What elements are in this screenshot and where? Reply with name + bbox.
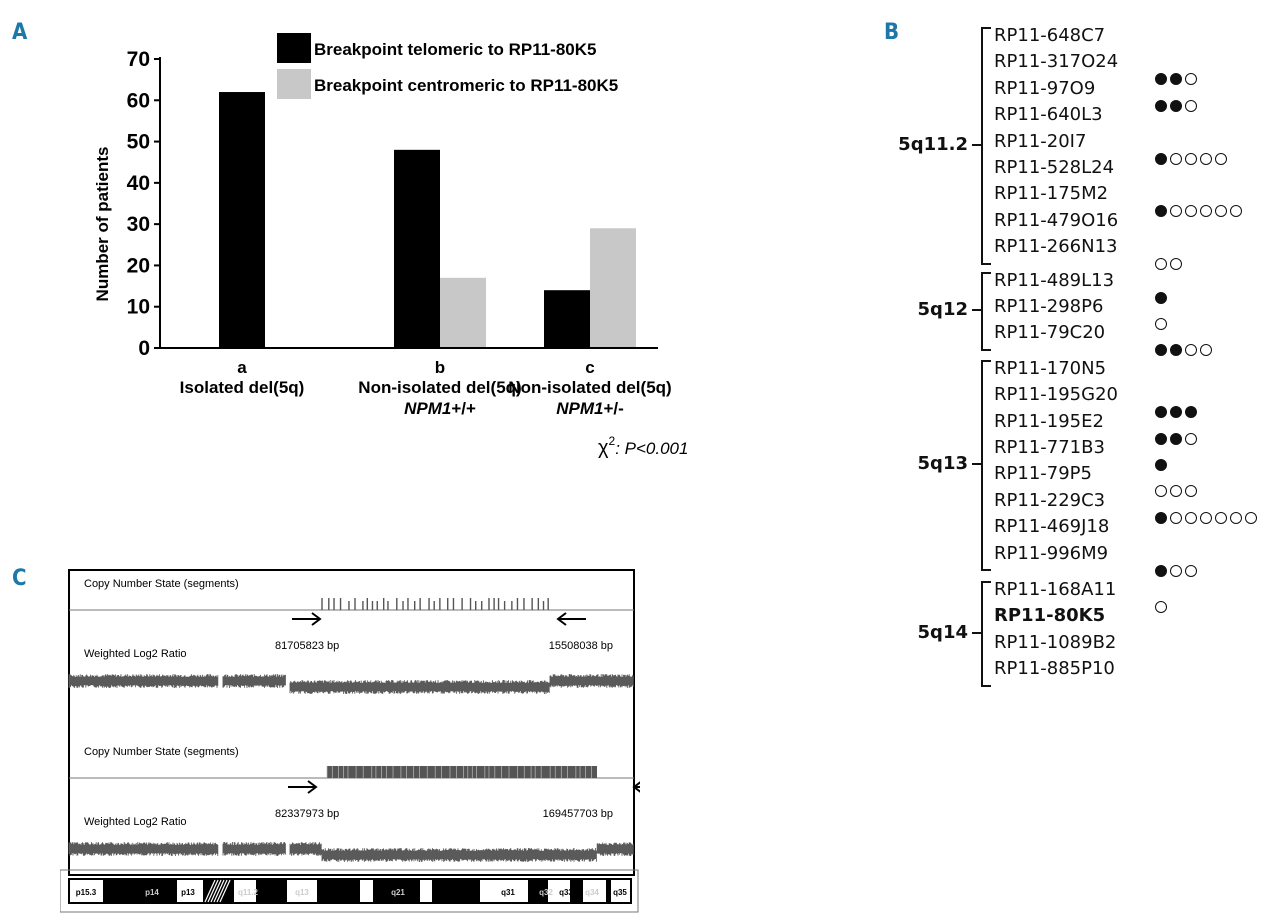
band-bracket [981,581,991,687]
clone-label: RP11-1089B2 [994,631,1117,653]
patient-dots [1155,433,1197,445]
clone-label: RP11-168A11 [994,579,1117,600]
filled-dot [1155,153,1167,165]
category-label: Non-isolated del(5q) [358,378,522,397]
open-dot [1185,153,1197,165]
filled-dot [1155,459,1167,471]
cn-segment-block [327,766,597,778]
filled-dot [1155,512,1167,524]
filled-dot [1155,406,1167,418]
ideogram-band-label: p15.3 [75,888,97,897]
clone-label: RP11-195G20 [994,384,1118,406]
patient-dots [1155,318,1167,330]
ideogram-band-label: p13 [181,888,195,897]
filled-dot [1170,406,1182,418]
category-letter: b [434,358,446,377]
filled-dot [1155,73,1167,85]
category-letter: c [585,358,595,377]
y-tick-label: 60 [126,89,150,113]
copy-number-label: Copy Number State (segments) [84,746,239,758]
category-label: Isolated del(5q) [179,378,305,397]
log2-ratio-trace [69,674,218,688]
band-bracket [981,360,991,571]
clone-label: RP11-170N5 [994,357,1107,379]
panel-a-letter: A [12,20,28,45]
copy-number-label: Copy Number State (segments) [84,578,239,590]
clone-label: RP11-469J18 [994,516,1110,538]
filled-dot [1155,292,1167,304]
ideogram-band-label: q14 [335,888,349,897]
patient-dots [1155,459,1167,471]
ideogram-band-label: q23 [451,888,465,897]
legend-label: Breakpoint telomeric to RP11-80K5 [314,40,597,59]
log2-ratio-label: Weighted Log2 Ratio [84,816,187,828]
filled-dot [1155,433,1167,445]
y-tick-label: 20 [126,254,150,278]
category-sublabel: NPM1+/+ [404,399,476,418]
ideogram-band [360,880,373,902]
open-dot [1170,153,1182,165]
clone-label: RP11-195E2 [994,410,1104,432]
clone-label: RP11-97O9 [994,77,1096,99]
open-dot [1170,205,1182,217]
filled-dot [1155,205,1167,217]
open-dot [1185,485,1197,497]
panel-c-letter: C [12,566,27,591]
patient-dots [1155,205,1242,217]
category-letter: a [237,358,247,377]
y-tick-label: 40 [126,171,150,195]
clone-label: RP11-79P5 [994,463,1092,485]
open-dot [1155,318,1167,330]
filled-dot [1185,406,1197,418]
y-tick-label: 0 [138,337,150,360]
clone-label: RP11-20I7 [994,130,1087,152]
clone-label: RP11-229C3 [994,489,1106,511]
patient-dots [1155,258,1182,270]
legend-label: Breakpoint centromeric to RP11-80K5 [314,76,619,95]
y-tick-label: 50 [126,130,150,154]
y-tick-label: 10 [126,295,150,319]
ideogram-band-label: q34 [585,888,599,897]
open-dot [1170,512,1182,524]
clone-label: RP11-489L13 [994,269,1115,291]
category-sublabel: NPM1+/- [556,399,624,418]
open-dot [1185,433,1197,445]
open-dot [1185,512,1197,524]
filled-dot [1170,73,1182,85]
open-dot [1230,205,1242,217]
right-breakpoint-bp: 15508038 bp [548,640,613,652]
filled-dot [1170,100,1182,112]
log2-ratio-label: Weighted Log2 Ratio [84,648,187,660]
copy-number-plot [60,565,640,915]
category-label: Non-isolated del(5q) [508,378,672,397]
clone-label: RP11-298P6 [994,296,1104,317]
band-bracket [981,272,991,351]
open-dot [1200,344,1212,356]
band-tick [972,309,982,311]
patient-dots [1155,73,1197,85]
open-dot [1170,258,1182,270]
filled-dot [1155,100,1167,112]
y-axis-label: Number of patients [93,146,112,302]
band-label: 5q13 [917,453,968,475]
clone-label: RP11-79C20 [994,322,1106,344]
patient-dots [1155,565,1197,577]
clone-label: RP11-479O16 [994,209,1119,231]
band-bracket [981,27,991,265]
clone-label: RP11-640L3 [994,104,1103,126]
ideogram-band-label: q33 [559,888,573,897]
log2-ratio-trace [223,674,285,688]
open-dot [1185,73,1197,85]
clone-label: RP11-885P10 [994,658,1115,680]
log2-ratio-trace [290,674,633,694]
open-dot [1170,565,1182,577]
log2-ratio-trace [69,842,218,856]
open-dot [1185,344,1197,356]
clone-label: RP11-317O24 [994,51,1119,73]
filled-dot [1155,344,1167,356]
patient-dots [1155,100,1197,112]
open-dot [1230,512,1242,524]
ideogram-band-label: q11.2 [237,888,259,897]
right-breakpoint-bp: 169457703 bp [542,808,613,820]
filled-dot [1170,433,1182,445]
open-dot [1155,258,1167,270]
clone-label: RP11-648C7 [994,25,1106,46]
open-dot [1185,205,1197,217]
ideogram-band-label: q35 [613,888,627,897]
open-dot [1215,512,1227,524]
patient-dots [1155,406,1197,418]
ideogram-band [420,880,432,902]
filled-dot [1170,344,1182,356]
ideogram-band-label: q21 [391,888,405,897]
y-tick-label: 30 [126,213,150,237]
clone-label: RP11-175M2 [994,183,1109,205]
log2-ratio-trace [223,842,285,856]
patient-dots [1155,292,1167,304]
open-dot [1200,153,1212,165]
log2-ratio-trace [290,842,633,862]
patient-dots [1155,153,1227,165]
open-dot [1200,205,1212,217]
patient-dots [1155,344,1212,356]
patient-dots [1155,512,1257,524]
filled-dot [1155,565,1167,577]
plot-frame [69,570,634,875]
left-breakpoint-bp: 81705823 bp [275,640,340,652]
ideogram-band-label: p14 [145,888,159,897]
open-dot [1215,205,1227,217]
band-label: 5q14 [917,621,968,643]
band-tick [972,632,982,634]
ideogram-band-label: q12 [263,888,277,897]
y-tick-label: 70 [126,48,150,71]
open-dot [1155,601,1167,613]
open-dot [1215,153,1227,165]
open-dot [1185,565,1197,577]
chi-square-annotation: $\chi^2$: P<0.001 [598,434,689,459]
band-tick [972,463,982,465]
patient-dots [1155,485,1197,497]
open-dot [1200,512,1212,524]
clone-label: RP11-80K5 [994,605,1106,627]
panel-b-letter: B [884,20,900,45]
open-dot [1185,100,1197,112]
patient-dots [1155,601,1167,613]
clone-label: RP11-528L24 [994,157,1115,178]
left-breakpoint-bp: 82337973 bp [275,808,340,820]
ideogram-band-label: q13 [295,888,309,897]
open-dot [1155,485,1167,497]
band-label: 5q12 [917,299,968,321]
clone-label: RP11-996M9 [994,542,1109,564]
ideogram-band-label: q32 [539,888,553,897]
open-dot [1170,485,1182,497]
band-tick [972,144,982,146]
clone-label: RP11-266N13 [994,236,1118,258]
ideogram-band-label: q31 [501,888,515,897]
band-label: 5q11.2 [898,133,968,155]
open-dot [1245,512,1257,524]
clone-label: RP11-771B3 [994,437,1105,458]
